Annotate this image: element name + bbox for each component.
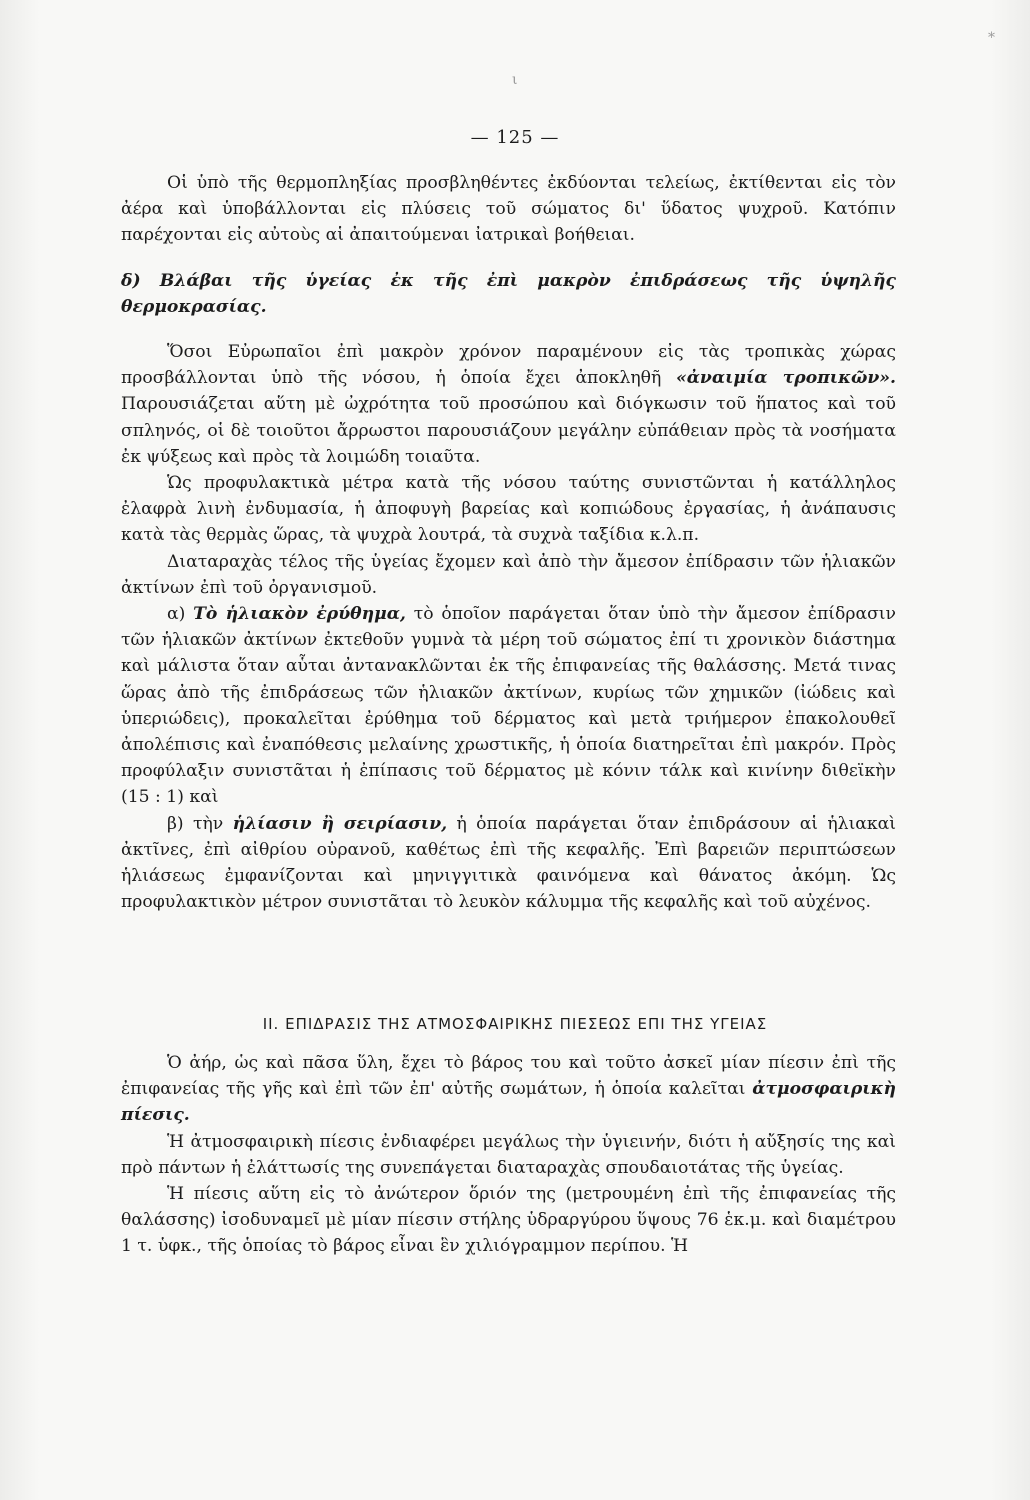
paragraph: Ὡς προφυλακτικὰ μέτρα κατὰ τῆς νόσου ταύτης συνιστῶνται ἡ κατάλληλος ἐλαφρὰ λινὴ ἐνδυμασία, ἡ ἀποφυγὴ βαρείας καὶ κοπιώδους ἐργασίας, ἡ ἀνάπαυσις κατὰ τὰς θερμὰς ὥρας, τὰ ψυχρὰ λουτρά, τὰ συχνὰ ταξίδια κ.λ.π. xyxy=(121,473,896,546)
text-run: Παρουσιάζεται αὕτη μὲ ὠχρότητα τοῦ προσώπου καὶ διόγκωσιν τοῦ ἥπατος καὶ τοῦ σπληνός, οἱ δὲ τοιοῦτοι ἄρρωστοι παρουσιάζουν μεγάλην εὐπάθειαν πρὸς τὰ νοσήματα ἐκ ψύξεως καὶ πρὸς τὰ λοιμώδη τοιαῦτα. xyxy=(121,394,896,467)
scan-speck: ι xyxy=(512,72,518,88)
main-text xyxy=(121,170,896,915)
subsection-heading: δ) Βλάβαι τῆς ὑγείας ἐκ τῆς ἐπὶ μακρὸν ἐπιδράσεως τῆς ὑψηλῆς θερμοκρασίας. xyxy=(121,270,896,317)
text-run: τὸ ὁποῖον παράγεται ὅταν ὑπὸ τὴν ἄμεσον ἐπίδρασιν τῶν ἡλιακῶν ἀκτίνων ἐκτεθοῦν γυμνὰ τὰ μέρη τοῦ σώματος ἐπί τι χρονικὸν διάστημα καὶ μάλιστα ὅταν αὗται ἀντανακλῶνται ἐκ τῆς ἐπιφανείας τῆς θαλάσσης. Μετά τινας ὥρας ἀπὸ τῆς ἐπιδράσεως τῶν ἡλιακῶν ἀκτίνων, κυρίως τῶν χημικῶν (ἰώδεις καὶ ὑπεριώδεις), προκαλεῖται ἐρύθημα τοῦ δέρματος καὶ μετὰ τριήμερον ἐπακολουθεῖ ἀπολέπισις καὶ ἐναπόθεσις μελαίνης χρωστικῆς, ἡ ὁποία διατηρεῖται ἐπὶ μακρόν. Πρὸς προφύλαξιν συνιστᾶται ἡ ἐπίπασις τοῦ δέρματος μὲ κόνιν τάλκ καὶ κινίνην διθεϊκὴν (15 : 1) καὶ xyxy=(121,604,896,808)
paragraph xyxy=(121,339,896,470)
section-heading: ΙΙ. ΕΠΙΔΡΑΣΙΣ ΤΗΣ ΑΤΜΟΣΦΑΙΡΙΚΗΣ ΠΙΕΣΕΩΣ ΕΠΙ ΤΗΣ ΥΓΕΙΑΣ xyxy=(262,1015,768,1033)
scan-speck: * xyxy=(988,30,995,46)
list-label: α) xyxy=(167,604,194,625)
paragraph: Ἡ πίεσις αὕτη εἰς τὸ ἀνώτερον ὅριόν της (μετρουμένη ἐπὶ τῆς ἐπιφανείας τῆς θαλάσσης) ἰσοδυναμεῖ μὲ μίαν πίεσιν στήλης ὑδραργύρου ὕψους 76 ἑκ.μ. καὶ διαμέτρου 1 τ. ὑφκ., τῆς ὁποίας τὸ βάρος εἶναι ἓν χιλιόγραμμον περίπου. Ἡ xyxy=(121,1184,896,1257)
list-item xyxy=(121,811,896,916)
list-label: β) τὴν xyxy=(167,813,233,834)
emphasized-term: ἡλίασιν ἢ σειρίασιν, xyxy=(232,813,448,834)
paragraph: Διαταραχὰς τέλος τῆς ὑγείας ἔχομεν καὶ ἀπὸ τὴν ἄμεσον ἐπίδρασιν τῶν ἡλιακῶν ἀκτίνων ἐπὶ τοῦ ὀργανισμοῦ. xyxy=(121,551,896,598)
emphasized-term: «ἀναιμία τροπικῶν». xyxy=(675,368,896,389)
text-run: ἡ ὁποία παράγεται ὅταν ἐπιδράσουν αἱ ἡλιακαὶ ἀκτῖνες, ἐπὶ αἰθρίου οὐρανοῦ, καθέτως ἐπὶ τῆς κεφαλῆς. Ἐπὶ βαρειῶν περιπτώσεων ἡλιάσεως ἐμφανίζονται καὶ μηνιγγιτικὰ φαινόμενα καὶ θάνατος ἀκόμη. Ὡς προφυλακτικὸν μέτρον συνιστᾶται τὸ λευκὸν κάλυμμα τῆς κεφαλῆς καὶ τοῦ αὐχένος. xyxy=(121,813,897,913)
paragraph: Ἡ ἀτμοσφαιρικὴ πίεσις ἐνδιαφέρει μεγάλως τὴν ὑγιεινήν, διότι ἡ αὔξησίς της καὶ πρὸ πάντων ἡ ἐλάττωσίς της συνεπάγεται διαταραχὰς σπουδαιοτάτας τῆς ὑγείας. xyxy=(121,1131,896,1178)
paragraph xyxy=(121,1050,896,1129)
text-run: Ὁ ἀήρ, ὡς καὶ πᾶσα ὕλη, ἔχει τὸ βάρος του καὶ τοῦτο ἀσκεῖ μίαν πίεσιν ἐπὶ τῆς ἐπιφανείας τῆς γῆς καὶ ἐπὶ τῶν ἐπ' αὐτῆς σωμάτων, ἡ ὁποία καλεῖται xyxy=(121,1053,896,1100)
list-item xyxy=(121,601,896,811)
intro-paragraph: Οἱ ὑπὸ τῆς θερμοπληξίας προσβληθέντες ἐκδύονται τελείως, ἐκτίθενται εἰς τὸν ἀέρα καὶ ὑποβάλλονται εἰς πλύσεις τοῦ σώματος δι' ὕδατος ψυχροῦ. Κατόπιν παρέχονται εἰς αὐτοὺς αἱ ἀπαιτούμεναι ἰατρικαὶ βοήθειαι. xyxy=(121,173,896,246)
page-number: — 125 — xyxy=(470,127,560,148)
section-text xyxy=(121,1050,896,1260)
emphasized-term: ἀτμοσφαιρικὴ πίεσις. xyxy=(121,1079,896,1126)
emphasized-term: Τὸ ἡλιακὸν ἐρύθημα, xyxy=(193,604,406,625)
text-run: Ὅσοι Εὐρωπαῖοι ἐπὶ μακρὸν χρόνον παραμένουν εἰς τὰς τροπικὰς χώρας προσβάλλονται ὑπὸ τῆς νόσου, ἡ ὁποία ἔχει ἀποκληθῆ xyxy=(121,342,896,389)
